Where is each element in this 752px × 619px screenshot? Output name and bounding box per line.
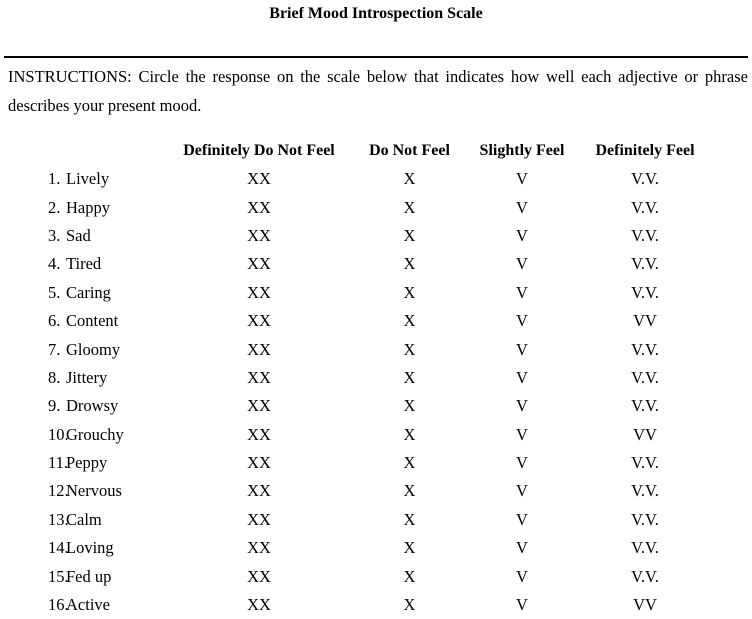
response-slightly-feel[interactable]: V: [516, 424, 528, 444]
response-slightly-feel[interactable]: V: [516, 197, 528, 217]
response-do-not-feel[interactable]: X: [403, 339, 416, 359]
response-definitely-do-not-feel[interactable]: XX: [247, 538, 271, 558]
item-number-label: 7.: [48, 339, 61, 359]
mood-scale-table: [0, 137, 715, 619]
item-number: [0, 392, 66, 420]
response-slightly-feel[interactable]: V: [516, 311, 528, 331]
response-definitely-feel[interactable]: V.V.: [631, 453, 659, 473]
response-slightly-feel[interactable]: V: [516, 566, 528, 586]
response-definitely-feel[interactable]: VV: [633, 311, 657, 331]
response-slightly-feel[interactable]: V: [516, 538, 528, 558]
item-number: [0, 307, 66, 335]
item-number: [0, 335, 66, 363]
response-definitely-do-not-feel[interactable]: XX: [247, 509, 271, 529]
response-slightly-feel[interactable]: V: [516, 169, 528, 189]
adjective-label: Active: [66, 595, 110, 615]
table-header: [0, 137, 715, 165]
response-definitely-do-not-feel[interactable]: XX: [247, 595, 271, 615]
adjective-label: Loving: [66, 538, 114, 558]
item-number: [0, 364, 66, 392]
response-definitely-feel[interactable]: VV: [633, 595, 657, 615]
response-definitely-feel[interactable]: V.V.: [631, 197, 659, 217]
response-do-not-feel[interactable]: X: [403, 311, 416, 331]
response-do-not-feel[interactable]: X: [403, 396, 416, 416]
response-definitely-do-not-feel[interactable]: XX: [247, 282, 271, 302]
response-definitely-do-not-feel[interactable]: XX: [247, 367, 271, 387]
item-number-label: 10.: [48, 424, 69, 444]
response-do-not-feel[interactable]: X: [403, 197, 416, 217]
header-definitely-feel: Definitely Feel: [595, 142, 695, 159]
table-row: [0, 562, 715, 590]
item-number-label: 11.: [48, 453, 69, 473]
response-definitely-feel[interactable]: V.V.: [631, 481, 659, 501]
header-row: [0, 137, 715, 165]
adjective-label: Calm: [66, 509, 102, 529]
horizontal-rule: [4, 56, 748, 58]
adjective-label: Tired: [66, 254, 102, 274]
header-adjective-spacer: [66, 137, 168, 165]
item-number-label: 3.: [48, 225, 61, 245]
response-definitely-do-not-feel[interactable]: XX: [247, 566, 271, 586]
item-number: [0, 222, 66, 250]
item-number-label: 5.: [48, 282, 61, 302]
table-row: [0, 506, 715, 534]
adjective-label: Nervous: [66, 481, 122, 501]
item-number: [0, 506, 69, 534]
response-definitely-do-not-feel[interactable]: XX: [247, 197, 271, 217]
table-row: [0, 392, 715, 420]
item-number: [0, 250, 66, 278]
table-row: [0, 165, 715, 193]
item-number: [0, 562, 69, 590]
response-slightly-feel[interactable]: V: [516, 367, 528, 387]
item-number-label: 12.: [48, 481, 69, 501]
adjective-label: Peppy: [66, 453, 108, 473]
response-definitely-feel[interactable]: V.V.: [631, 339, 659, 359]
response-definitely-feel[interactable]: V.V.: [631, 367, 659, 387]
response-do-not-feel[interactable]: X: [403, 254, 416, 274]
response-definitely-feel[interactable]: V.V.: [631, 169, 659, 189]
response-do-not-feel[interactable]: X: [403, 282, 416, 302]
response-definitely-feel[interactable]: V.V.: [631, 225, 659, 245]
item-number: [0, 165, 66, 193]
table-row: [0, 421, 715, 449]
header-definitely-do-not-feel: Definitely Do Not Feel: [183, 142, 335, 159]
adjective-label: Happy: [66, 197, 110, 217]
response-definitely-feel[interactable]: V.V.: [631, 538, 659, 558]
response-definitely-feel[interactable]: V.V.: [631, 396, 659, 416]
table-row: [0, 250, 715, 278]
item-number: [0, 534, 69, 562]
response-slightly-feel[interactable]: V: [516, 453, 528, 473]
table-row: [0, 335, 715, 363]
response-definitely-feel[interactable]: V.V.: [631, 254, 659, 274]
response-definitely-do-not-feel[interactable]: XX: [247, 169, 271, 189]
response-definitely-feel[interactable]: VV: [633, 424, 657, 444]
response-definitely-do-not-feel[interactable]: XX: [247, 225, 271, 245]
response-definitely-feel[interactable]: V.V.: [631, 282, 659, 302]
item-number-label: 6.: [48, 311, 61, 331]
item-number-label: 14.: [48, 538, 69, 558]
response-definitely-do-not-feel[interactable]: XX: [247, 254, 271, 274]
header-number-spacer: [0, 137, 66, 165]
response-do-not-feel[interactable]: X: [403, 225, 416, 245]
response-do-not-feel[interactable]: X: [403, 424, 416, 444]
item-number-label: 13.: [48, 509, 69, 529]
adjective-label: Lively: [66, 169, 110, 189]
response-definitely-do-not-feel[interactable]: XX: [247, 396, 271, 416]
response-definitely-do-not-feel[interactable]: XX: [247, 311, 271, 331]
response-slightly-feel[interactable]: V: [516, 225, 528, 245]
response-do-not-feel[interactable]: X: [403, 367, 416, 387]
response-slightly-feel[interactable]: V: [516, 254, 528, 274]
header-slightly-feel: Slightly Feel: [479, 142, 565, 159]
table-row: [0, 279, 715, 307]
response-slightly-feel[interactable]: V: [516, 396, 528, 416]
response-definitely-feel[interactable]: V.V.: [631, 509, 659, 529]
table-row: [0, 193, 715, 221]
response-slightly-feel[interactable]: V: [516, 282, 528, 302]
response-do-not-feel[interactable]: X: [403, 453, 416, 473]
item-number-label: 9.: [48, 396, 61, 416]
table-body: [0, 165, 715, 619]
response-do-not-feel[interactable]: X: [403, 566, 416, 586]
item-number-label: 4.: [48, 254, 61, 274]
adjective-label: Grouchy: [66, 424, 124, 444]
response-slightly-feel[interactable]: V: [516, 509, 528, 529]
item-number-label: 16.: [48, 595, 69, 615]
table-row: [0, 364, 715, 392]
table-row: [0, 222, 715, 250]
response-slightly-feel[interactable]: V: [516, 595, 528, 615]
adjective-label: Fed up: [66, 566, 112, 586]
table-row: [0, 307, 715, 335]
header-do-not-feel: Do Not Feel: [369, 142, 450, 159]
adjective-label: Jittery: [66, 367, 108, 387]
adjective-label: Content: [66, 311, 119, 331]
item-number-label: 1.: [48, 169, 61, 189]
response-definitely-do-not-feel[interactable]: XX: [247, 424, 271, 444]
item-number-label: 15.: [48, 566, 69, 586]
item-number: [0, 193, 66, 221]
response-do-not-feel[interactable]: X: [403, 595, 416, 615]
table-row: [0, 449, 715, 477]
response-definitely-feel[interactable]: V.V.: [631, 566, 659, 586]
adjective-label: Caring: [66, 282, 111, 302]
adjective-label: Sad: [66, 225, 91, 245]
response-definitely-do-not-feel[interactable]: XX: [247, 453, 271, 473]
adjective-label: Gloomy: [66, 339, 121, 359]
response-do-not-feel[interactable]: X: [403, 509, 416, 529]
response-slightly-feel[interactable]: V: [516, 339, 528, 359]
adjective-label: Drowsy: [66, 396, 119, 416]
response-do-not-feel[interactable]: X: [403, 481, 416, 501]
item-number: [0, 477, 69, 505]
item-number-label: 2.: [48, 197, 61, 217]
table-row: [0, 477, 715, 505]
response-definitely-do-not-feel[interactable]: XX: [247, 339, 271, 359]
item-number: [0, 279, 66, 307]
response-definitely-do-not-feel[interactable]: XX: [247, 481, 271, 501]
response-slightly-feel[interactable]: V: [516, 481, 528, 501]
item-number: [0, 449, 69, 477]
instructions-text: INSTRUCTIONS: Circle the response on the scale below that indicates how well each adjective or phrase describes your present mood.: [8, 67, 748, 115]
item-number-label: 8.: [48, 367, 61, 387]
response-do-not-feel[interactable]: X: [403, 538, 416, 558]
table-row: [0, 534, 715, 562]
item-number: [0, 421, 69, 449]
page-title: Brief Mood Introspection Scale: [269, 5, 483, 22]
response-do-not-feel[interactable]: X: [403, 169, 416, 189]
